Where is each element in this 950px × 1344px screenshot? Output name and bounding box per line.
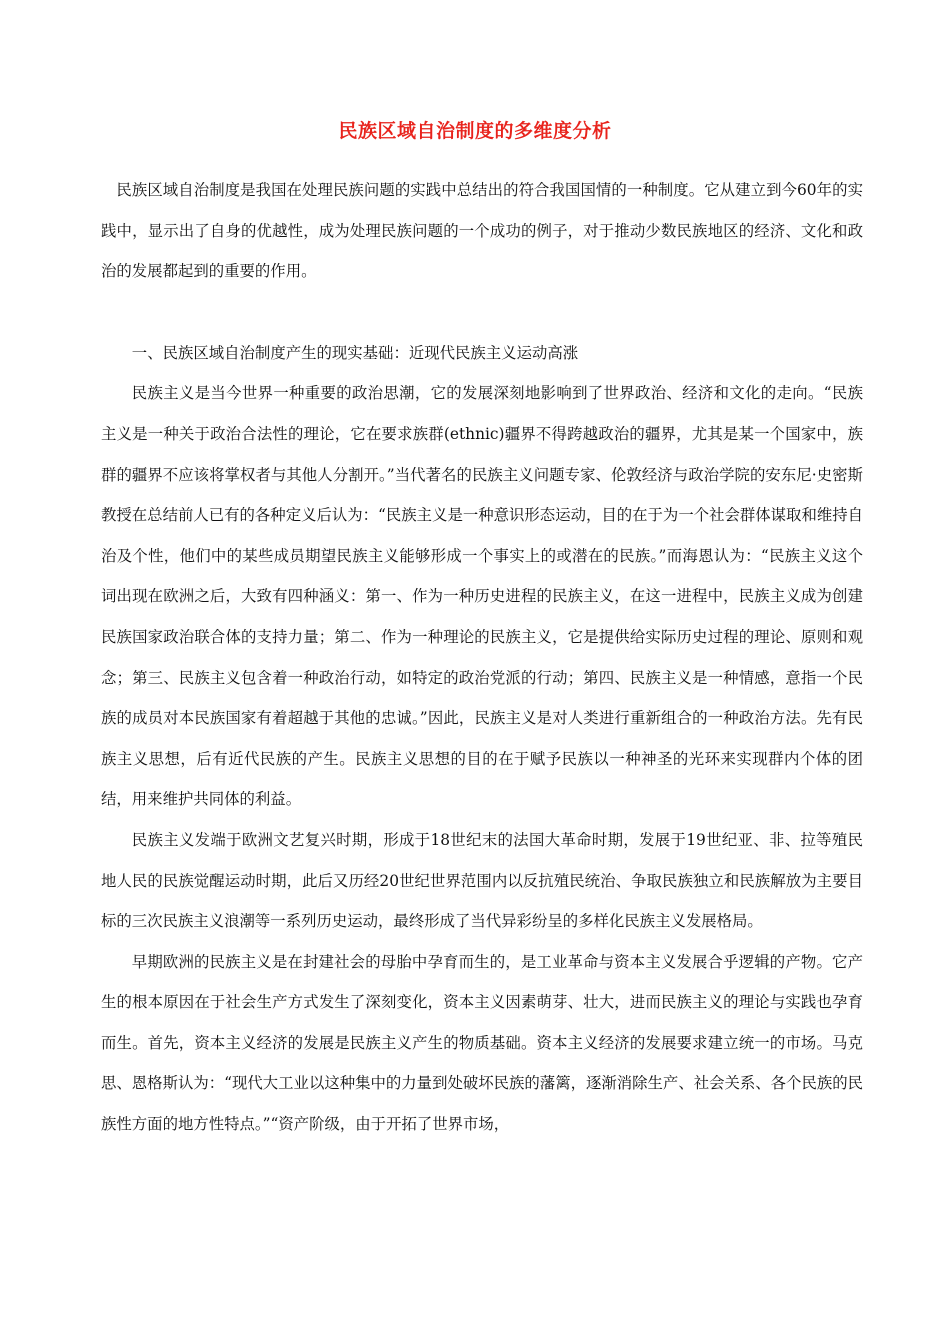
section-heading: 一、民族区域自治制度产生的现实基础：近现代民族主义运动高涨 <box>131 343 579 362</box>
intro-paragraph: 民族区域自治制度是我国在处理民族问题的实践中总结出的符合我国国情的一种制度。它从建立到今60年的实践中，显示出了自身的优越性，成为处理民族问题的一个成功的例子，对于推动少数民族地区的经济、文化和政治的发展都起到的重要的作用。 <box>101 181 863 281</box>
document-body <box>101 170 863 1145</box>
body-paragraph: 早期欧洲的民族主义是在封建社会的母胎中孕育而生的，是工业革命与资本主义发展合乎逻辑的产物。它产生的根本原因在于社会生产方式发生了深刻变化，资本主义因素萌芽、壮大，进而民族主义的理论与实践也孕育而生。首先，资本主义经济的发展是民族主义产生的物质基础。资本主义经济的发展要求建立统一的市场。马克思、恩格斯认为：“现代大工业以这种集中的力量到处破坏民族的藩篱，逐渐消除生产、社会关系、各个民族的民族性方面的地方性特点。”“资产阶级，由于开拓了世界市场， <box>101 952 864 1134</box>
paragraph-spacer <box>101 292 863 333</box>
document-title: 民族区域自治制度的多维度分析 <box>338 120 612 142</box>
body-paragraph: 民族主义是当今世界一种重要的政治思潮，它的发展深刻地影响到了世界政治、经济和文化的走向。“民族主义是一种关于政治合法性的理论，它在要求族群(ethnic)疆界不得跨越政治的疆界，尤其是某一个国家中，族群的疆界不应该将掌权者与其他人分割开。”当代著名的民族主义问题专家、伦敦经济与政治学院的安东尼·史密斯教授在总结前人已有的各种定义后认为：“民族主义是一种意识形态运动，目的在于为一个社会群体谋取和维持自治及个性，他们中的某些成员期望民族主义能够形成一个事实上的或潜在的民族。”而海恩认为：“民族主义这个词出现在欧洲之后，大致有四种涵义：第一、作为一种历史进程的民族主义，在这一进程中，民族主义成为创建民族国家政治联合体的支持力量；第二、作为一种理论的民族主义，它是提供给实际历史过程的理论、原则和观念；第三、民族主义包含着一种政治行动，如特定的政治党派的行动；第四、民族主义是一种情感，意指一个民族的成员对本民族国家有着超越于其他的忠诚。”因此，民族主义是对人类进行重新组合的一种政治方法。先有民族主义思想，后有近代民族的产生。民族主义思想的目的在于赋予民族以一种神圣的光环来实现群内个体的团结，用来维护共同体的利益。 <box>101 384 864 809</box>
body-paragraph: 民族主义发端于欧洲文艺复兴时期，形成于18世纪末的法国大革命时期，发展于19世纪亚、非、拉等殖民地人民的民族觉醒运动时期，此后又历经20世纪世界范围内以反抗殖民统治、争取民族独立和民族解放为主要目标的三次民族主义浪潮等一系列历史运动，最终形成了当代异彩纷呈的多样化民族主义发展格局。 <box>101 830 863 931</box>
